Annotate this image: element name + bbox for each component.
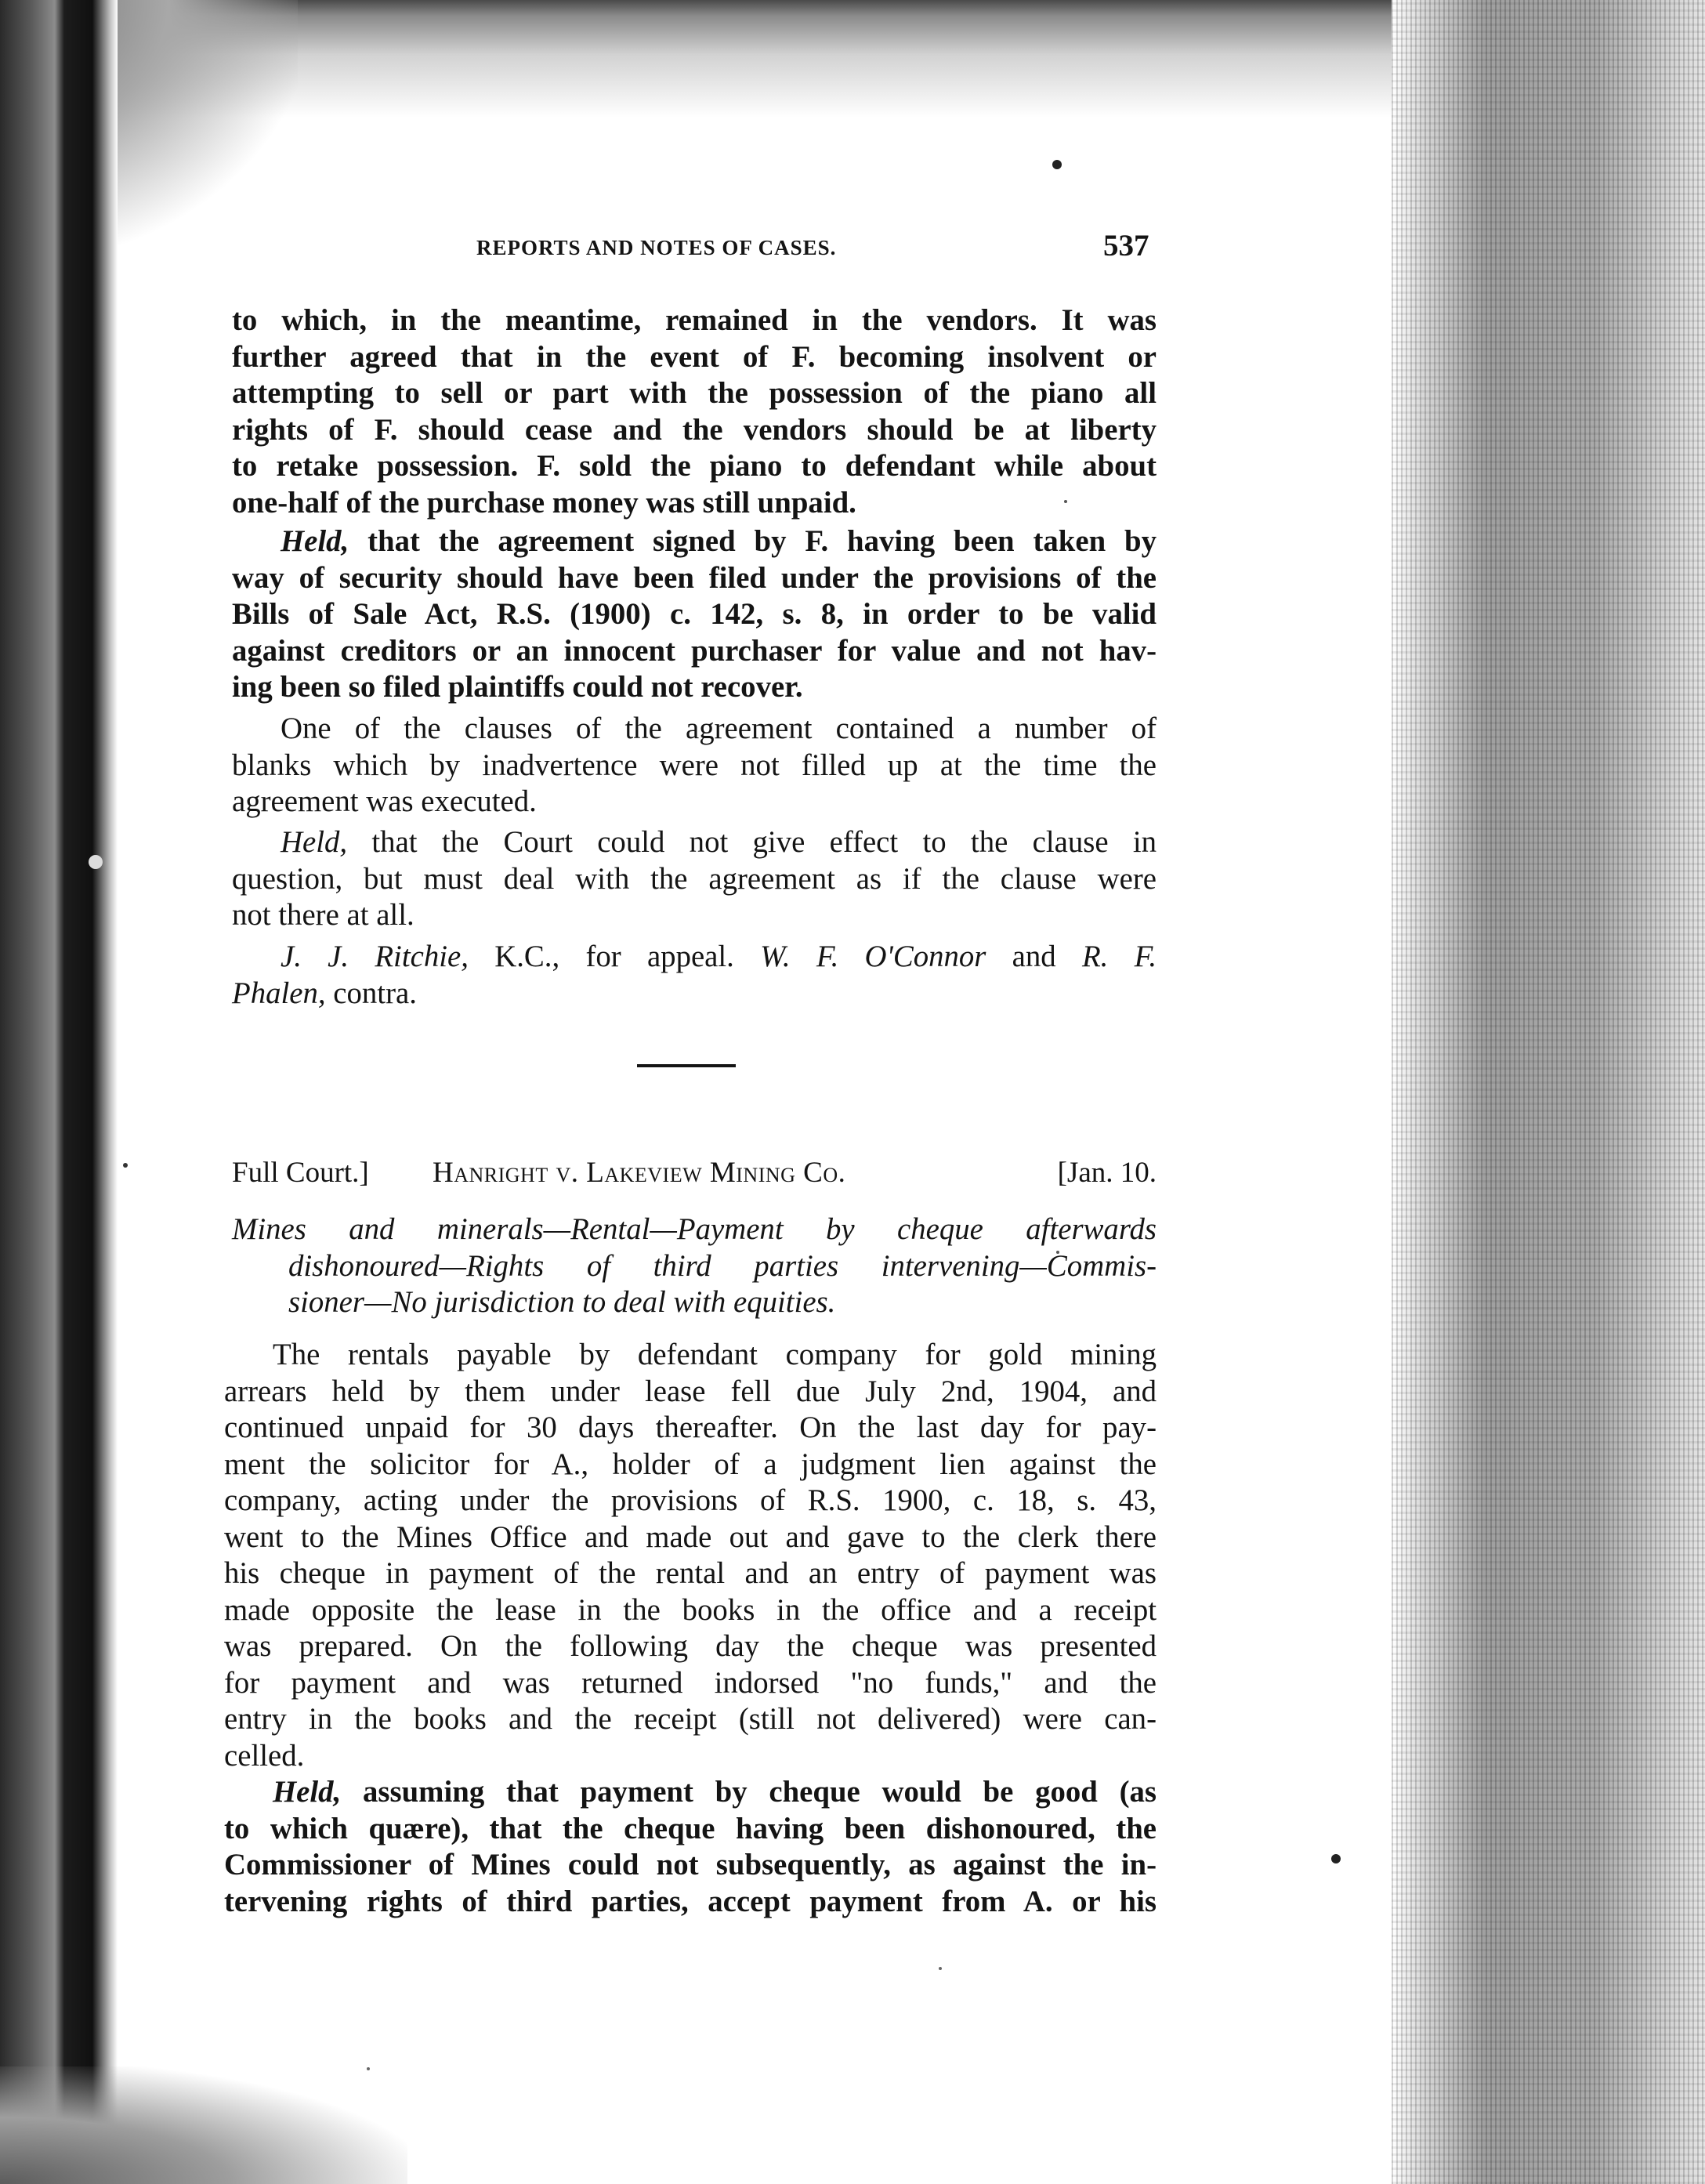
case2-headnote: [232, 1212, 1157, 1321]
text-line: dishonoured—Rights of third parties intervening—Commis-: [288, 1248, 1157, 1283]
case2-heading: [232, 1154, 1157, 1193]
counsel-contra-role: contra.: [325, 976, 417, 1010]
running-head: REPORTS AND NOTES OF CASES.: [476, 236, 837, 259]
text-line: [232, 939, 1157, 976]
text-line: for payment and was returned indorsed "no funds," and the: [224, 1665, 1157, 1700]
text-line: attempting to sell or part with the possession of the piano all: [232, 376, 1157, 410]
text-line: celled.: [224, 1738, 305, 1773]
text-line: arrears held by them under lease fell due July 2nd, 1904, and: [224, 1374, 1157, 1408]
counsel-appeal-name: J. J. Ritchie,: [281, 940, 469, 973]
text-line: went to the Mines Office and made out and gave to the clerk there: [224, 1519, 1157, 1554]
counsel-contra-name1: W. F. O'Connor: [760, 940, 986, 973]
counsel-and: and: [986, 940, 1082, 973]
held-word: Held,: [281, 825, 348, 859]
speck: [123, 1163, 128, 1168]
case-court: Full Court.]: [232, 1157, 369, 1189]
text-line: one-half of the purchase money was still unpaid.: [232, 485, 856, 520]
text-line: further agreed that in the event of F. becoming insolvent or: [232, 339, 1157, 374]
held-word: Held,: [281, 524, 349, 558]
text-line: blanks which by inadvertence were not filled up at the time the: [232, 748, 1157, 782]
case1-held2-paragraph: [232, 824, 1157, 934]
speck: [1052, 160, 1062, 169]
text-line: against creditors or an innocent purchaser for value and not hav-: [232, 633, 1157, 668]
text-line: The rentals payable by defendant company for gold mining: [273, 1338, 1157, 1371]
text-line: [232, 824, 1157, 861]
held-word: Held,: [273, 1775, 342, 1809]
speck: [367, 2067, 370, 2070]
text-line: [224, 1774, 1157, 1811]
text-line: entry in the books and the receipt (still not delivered) were can-: [224, 1702, 1157, 1736]
case2-held-paragraph: [224, 1774, 1157, 1920]
held-text: assuming that payment by cheque would be good (as: [341, 1775, 1157, 1809]
case-separator-rule: [637, 1064, 736, 1067]
case1-facts: [232, 302, 1157, 521]
counsel-appeal-role: K.C., for appeal.: [468, 940, 734, 973]
speck: [939, 1967, 942, 1970]
case1-clause-paragraph: [232, 711, 1157, 820]
text-line: ment the solicitor for A., holder of a judgment lien against the: [224, 1447, 1157, 1481]
text-line: company, acting under the provisions of R.S. 1900, c. 18, s. 43,: [224, 1483, 1157, 1517]
text-line: question, but must deal with the agreement as if the clause were: [232, 861, 1157, 896]
text-line: sioner—No jurisdiction to deal with equities.: [288, 1285, 836, 1319]
text-line: Commissioner of Mines could not subsequently, as against the in-: [224, 1848, 1157, 1882]
speck: [1331, 1854, 1341, 1863]
case-title: Hanright v. Lakeview Mining Co.: [433, 1157, 846, 1189]
text-line: to which, in the meantime, remained in the vendors. It was: [232, 303, 1157, 337]
case1-held-paragraph: [232, 523, 1157, 706]
text-line: rights of F. should cease and the vendors should be at liberty: [232, 412, 1157, 447]
text-line: way of security should have been filed under the provisions of the: [232, 560, 1157, 595]
text-line: One of the clauses of the agreement contained a number of: [281, 712, 1157, 745]
case-date: [Jan. 10.: [1057, 1157, 1157, 1189]
text-line: [232, 976, 1157, 1012]
text-line: to retake possession. F. sold the piano to defendant while about: [232, 449, 1157, 483]
text-line: his cheque in payment of the rental and an entry of payment was: [224, 1556, 1157, 1590]
text-line: Mines and minerals—Rental—Payment by cheque afterwards: [232, 1212, 1157, 1246]
held-text: that the agreement signed by F. having been taken by: [349, 524, 1157, 558]
counsel-contra-name2-cont: Phalen,: [232, 976, 326, 1010]
case1-counsel: [232, 939, 1157, 1012]
text-line: was prepared. On the following day the cheque was presented: [224, 1629, 1157, 1663]
text-line: not there at all.: [232, 898, 414, 932]
text-line: to which quære), that the cheque having been dishonoured, the: [224, 1811, 1157, 1845]
counsel-contra-name2: R. F.: [1081, 940, 1157, 973]
case2-facts: [224, 1337, 1157, 1774]
text-line: agreement was executed.: [232, 784, 537, 818]
text-line: continued unpaid for 30 days thereafter. On the last day for pay-: [224, 1411, 1157, 1444]
text-line: Bills of Sale Act, R.S. (1900) c. 142, s. 8, in order to be valid: [232, 597, 1157, 631]
held-text: that the Court could not give effect to the clause in: [347, 825, 1157, 859]
text-line: ing been so filed plaintiffs could not recover.: [232, 670, 803, 704]
text-line: [232, 523, 1157, 560]
speck: [89, 855, 103, 869]
text-line: made opposite the lease in the books in the office and a receipt: [224, 1592, 1157, 1627]
page-number: 537: [1103, 229, 1149, 263]
text-line: tervening rights of third parties, accept payment from A. or his: [224, 1884, 1157, 1918]
